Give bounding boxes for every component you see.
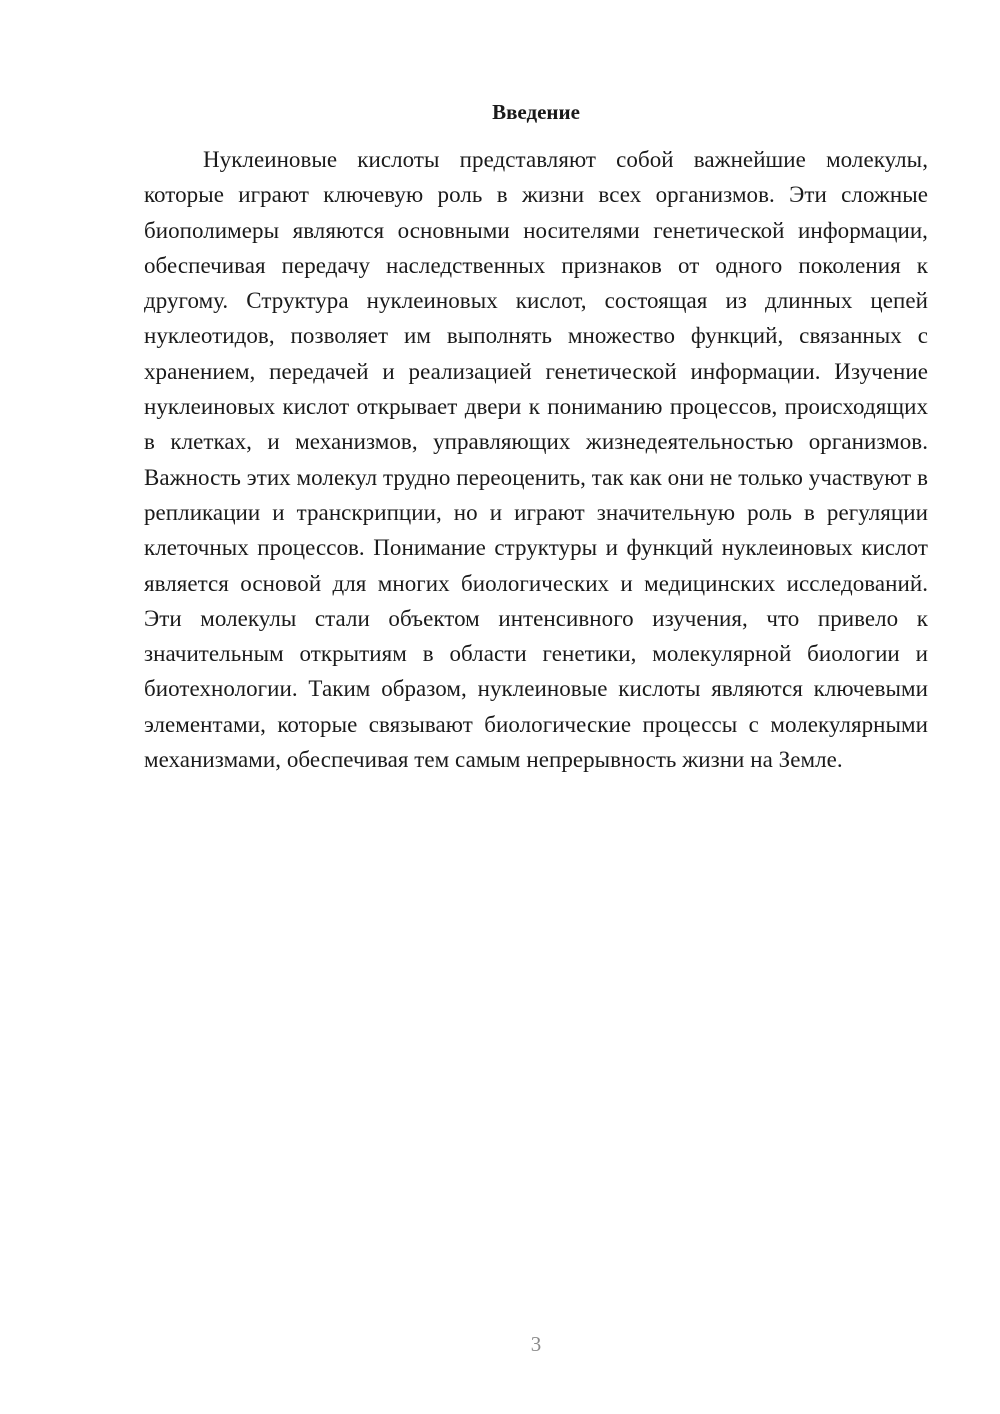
page-number: 3 xyxy=(530,1332,542,1356)
body-paragraph: Нуклеиновые кислоты представляют собой важнейшие молекулы, которые играют ключевую роль в жизни всех организмов. Эти сложные биополимеры являются основными носителями генетической информации, обеспечивая передачу наследственных признаков от одного поколения к другому. Структура нуклеиновых кислот, состоящая из длинных цепей нуклеотидов, позволяет им выполнять множество функций, связанных с хранением, передачей и реализацией генетической информации. Изучение нуклеиновых кислот открывает двери к пониманию процессов, происходящих в клетках, и механизмов, управляющих жизнедеятельностью организмов. Важность этих молекул трудно переоценить, так как они не только участвуют в репликации и транскрипции, но и играют значительную роль в регуляции клеточных процессов. Понимание структуры и функций нуклеиновых кислот является основой для многих биологических и медицинских исследований. Эти молекулы стали объектом интенсивного изучения, что привело к значительным открытиям в области генетики, молекулярной биологии и биотехнологии. Таким образом, нуклеиновые кислоты являются ключевыми элементами, которые связывают биологические процессы с молекулярными механизмами, обеспечивая тем самым непрерывность жизни на Земле. xyxy=(144,147,928,773)
section-heading: Введение xyxy=(492,100,580,124)
